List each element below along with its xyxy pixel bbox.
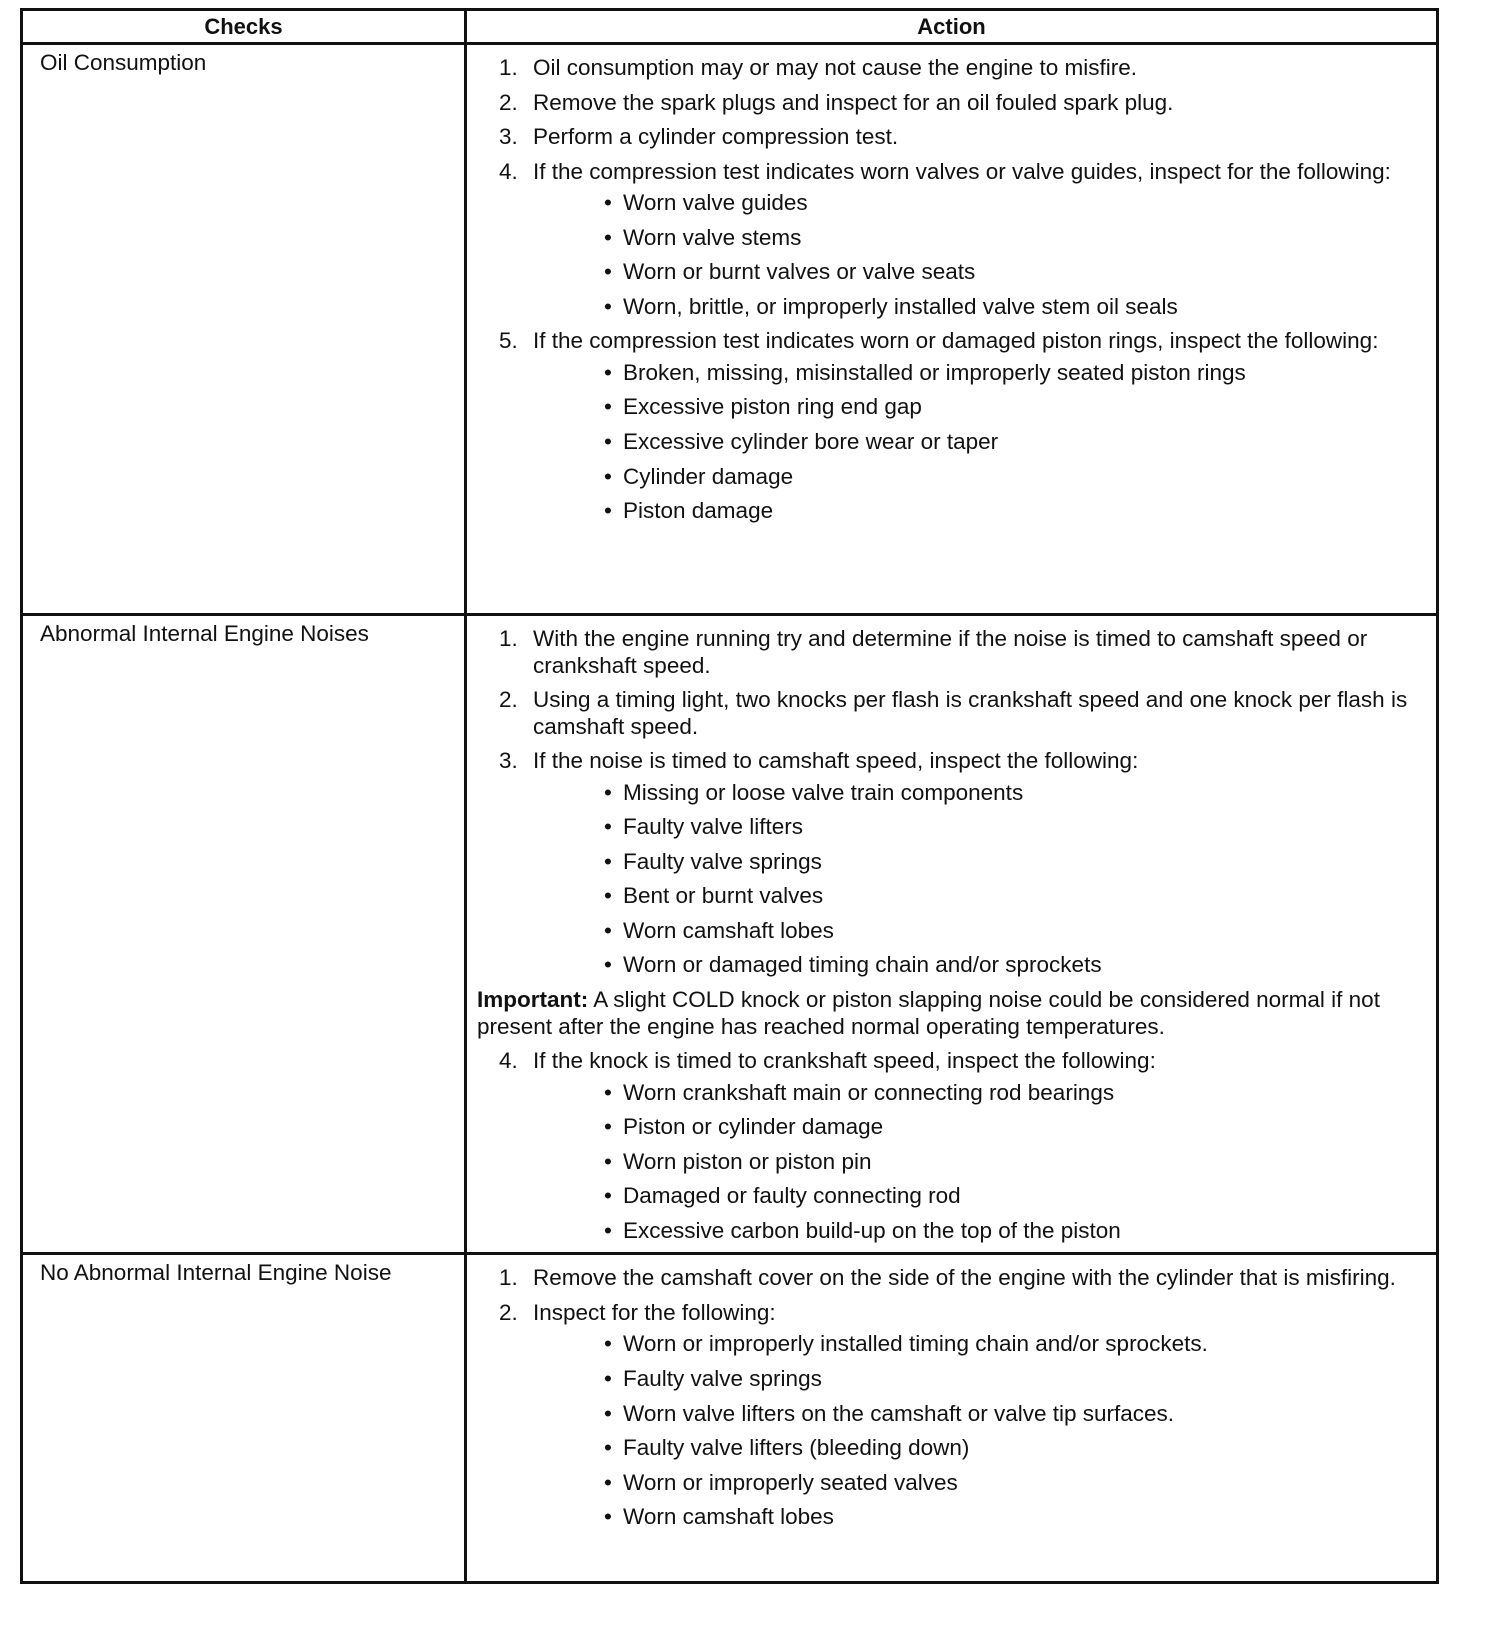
bullet-dot-icon: • xyxy=(604,814,612,840)
bullet-item xyxy=(533,429,1416,456)
bullet-text: Piston or cylinder damage xyxy=(623,1114,884,1140)
bullet-item xyxy=(533,498,1416,525)
action-column-header: Action xyxy=(466,10,1438,44)
bullet-item xyxy=(533,464,1416,491)
checks-column-header: Checks xyxy=(22,10,466,44)
bullet-item xyxy=(533,360,1416,387)
bullet-item xyxy=(533,294,1416,321)
bullet-text: Worn or improperly seated valves xyxy=(623,1469,958,1495)
bullet-dot-icon: • xyxy=(604,190,612,216)
step-list xyxy=(477,1265,1416,1530)
bullet-item xyxy=(533,1149,1416,1176)
bullet-dot-icon: • xyxy=(604,1183,612,1209)
bullet-dot-icon: • xyxy=(604,498,612,524)
step-item xyxy=(477,748,1416,979)
bullet-text: Worn camshaft lobes xyxy=(623,917,834,943)
bullet-text: Faulty valve lifters xyxy=(623,814,804,840)
step-text: If the compression test indicates worn valves or valve guides, inspect for the following: xyxy=(533,158,1391,184)
step-item xyxy=(477,1300,1416,1531)
table-row xyxy=(22,44,1438,615)
bullet-item xyxy=(533,259,1416,286)
bullet-text: Bent or burnt valves xyxy=(623,883,824,909)
bullet-text: Broken, missing, misinstalled or improperly seated piston rings xyxy=(623,359,1246,385)
bullet-dot-icon: • xyxy=(604,883,612,909)
important-label: Important: xyxy=(477,987,589,1013)
bullet-dot-icon: • xyxy=(604,429,612,455)
bullet-dot-icon: • xyxy=(604,1114,612,1140)
step-number: 5. xyxy=(499,328,518,354)
bullet-list xyxy=(533,1080,1416,1245)
step-number: 2. xyxy=(499,1299,518,1325)
bullet-dot-icon: • xyxy=(604,1331,612,1357)
bullet-text: Worn or improperly installed timing chain and/or sprockets. xyxy=(623,1331,1208,1357)
step-list xyxy=(477,55,1416,525)
step-number: 1. xyxy=(499,55,518,80)
step-number: 2. xyxy=(499,687,518,713)
bullet-dot-icon: • xyxy=(604,1079,612,1105)
step-text: Remove the spark plugs and inspect for an oil fouled spark plug. xyxy=(533,89,1174,115)
step-item xyxy=(477,55,1416,82)
check-name-no-abnormal-noise: No Abnormal Internal Engine Noise xyxy=(22,1254,466,1583)
bullet-text: Faulty valve springs xyxy=(623,848,822,874)
action-cell-no-abnormal-noise xyxy=(466,1254,1438,1583)
important-note xyxy=(477,987,1416,1040)
bullet-text: Faulty valve springs xyxy=(623,1366,822,1392)
step-number: 1. xyxy=(499,626,518,651)
bullet-item xyxy=(533,1401,1416,1428)
bullet-dot-icon: • xyxy=(604,293,612,319)
bullet-dot-icon: • xyxy=(604,224,612,250)
bullet-list xyxy=(533,1331,1416,1530)
bullet-item xyxy=(533,394,1416,421)
bullet-text: Excessive carbon build-up on the top of the piston xyxy=(623,1217,1121,1243)
bullet-item xyxy=(533,1504,1416,1531)
bullet-item xyxy=(533,918,1416,945)
bullet-item xyxy=(533,952,1416,979)
bullet-item xyxy=(533,1470,1416,1497)
bullet-dot-icon: • xyxy=(604,952,612,978)
important-text: A slight COLD knock or piston slapping noise could be considered normal if not present after the engine has reached normal operating temperatures. xyxy=(477,987,1380,1039)
bullet-dot-icon: • xyxy=(604,1366,612,1392)
bullet-item xyxy=(533,1114,1416,1141)
table-row xyxy=(22,1254,1438,1583)
step-item xyxy=(477,687,1416,740)
bullet-text: Worn valve lifters on the camshaft or valve tip surfaces. xyxy=(623,1400,1175,1426)
step-number: 4. xyxy=(499,1048,518,1074)
checks-action-table xyxy=(20,8,1439,1584)
diagnostic-table-sheet xyxy=(20,8,1436,1584)
bullet-dot-icon: • xyxy=(604,463,612,489)
table-header-row xyxy=(22,10,1438,44)
bullet-item xyxy=(533,814,1416,841)
step-number: 3. xyxy=(499,748,518,774)
action-cell-abnormal-noises xyxy=(466,615,1438,1254)
bullet-dot-icon: • xyxy=(604,1469,612,1495)
bullet-text: Damaged or faulty connecting rod xyxy=(623,1183,961,1209)
bullet-dot-icon: • xyxy=(604,359,612,385)
bullet-text: Missing or loose valve train components xyxy=(623,779,1024,805)
bullet-text: Worn camshaft lobes xyxy=(623,1504,834,1530)
bullet-text: Worn or damaged timing chain and/or sprockets xyxy=(623,952,1102,978)
step-item xyxy=(477,626,1416,679)
bullet-item xyxy=(533,190,1416,217)
step-text: If the compression test indicates worn or damaged piston rings, inspect the following: xyxy=(533,328,1379,354)
step-item xyxy=(477,124,1416,151)
bullet-text: Worn crankshaft main or connecting rod bearings xyxy=(623,1079,1115,1105)
step-text: Inspect for the following: xyxy=(533,1299,776,1325)
step-item xyxy=(477,1265,1416,1292)
bullet-text: Cylinder damage xyxy=(623,463,794,489)
step-text: Using a timing light, two knocks per flash is crankshaft speed and one knock per flash is camshaft speed. xyxy=(533,687,1408,739)
bullet-item xyxy=(533,1331,1416,1358)
bullet-dot-icon: • xyxy=(604,1217,612,1243)
step-number: 4. xyxy=(499,158,518,184)
bullet-dot-icon: • xyxy=(604,1400,612,1426)
bullet-text: Worn valve guides xyxy=(623,190,808,216)
bullet-list xyxy=(533,360,1416,525)
bullet-text: Worn or burnt valves or valve seats xyxy=(623,259,976,285)
step-list xyxy=(477,626,1416,979)
bullet-dot-icon: • xyxy=(604,1148,612,1174)
bullet-text: Worn valve stems xyxy=(623,224,802,250)
bullet-text: Faulty valve lifters (bleeding down) xyxy=(623,1435,970,1461)
step-list xyxy=(477,1048,1416,1244)
bullet-item xyxy=(533,849,1416,876)
step-item xyxy=(477,328,1416,524)
step-number: 2. xyxy=(499,89,518,115)
step-number: 1. xyxy=(499,1265,518,1291)
step-item xyxy=(477,90,1416,117)
action-cell-oil-consumption xyxy=(466,44,1438,615)
bullet-list xyxy=(533,780,1416,979)
step-number: 3. xyxy=(499,124,518,150)
table-row xyxy=(22,615,1438,1254)
bullet-dot-icon: • xyxy=(604,1435,612,1461)
bullet-item xyxy=(533,1366,1416,1393)
step-item xyxy=(477,1048,1416,1244)
bullet-dot-icon: • xyxy=(604,848,612,874)
bullet-dot-icon: • xyxy=(604,1504,612,1530)
check-name-abnormal-noises: Abnormal Internal Engine Noises xyxy=(22,615,466,1254)
bullet-item xyxy=(533,1218,1416,1245)
bullet-item xyxy=(533,780,1416,807)
bullet-text: Worn piston or piston pin xyxy=(623,1148,872,1174)
step-text: If the noise is timed to camshaft speed, inspect the following: xyxy=(533,748,1139,774)
bullet-text: Piston damage xyxy=(623,498,774,524)
bullet-text: Worn, brittle, or improperly installed valve stem oil seals xyxy=(623,293,1178,319)
bullet-item xyxy=(533,1435,1416,1462)
bullet-dot-icon: • xyxy=(604,259,612,285)
step-text: With the engine running try and determine if the noise is timed to camshaft speed or crankshaft speed. xyxy=(533,626,1368,678)
bullet-dot-icon: • xyxy=(604,394,612,420)
check-name-oil-consumption: Oil Consumption xyxy=(22,44,466,615)
bullet-list xyxy=(533,190,1416,320)
bullet-item xyxy=(533,883,1416,910)
bullet-dot-icon: • xyxy=(604,917,612,943)
step-text: Perform a cylinder compression test. xyxy=(533,124,899,150)
bullet-text: Excessive cylinder bore wear or taper xyxy=(623,429,999,455)
step-text: If the knock is timed to crankshaft speed, inspect the following: xyxy=(533,1048,1156,1074)
bullet-text: Excessive piston ring end gap xyxy=(623,394,922,420)
step-text: Oil consumption may or may not cause the engine to misfire. xyxy=(533,55,1138,80)
bullet-item xyxy=(533,1080,1416,1107)
bullet-item xyxy=(533,1183,1416,1210)
step-item xyxy=(477,159,1416,321)
bullet-dot-icon: • xyxy=(604,779,612,805)
bullet-item xyxy=(533,225,1416,252)
step-text: Remove the camshaft cover on the side of the engine with the cylinder that is misfiring. xyxy=(533,1265,1396,1291)
